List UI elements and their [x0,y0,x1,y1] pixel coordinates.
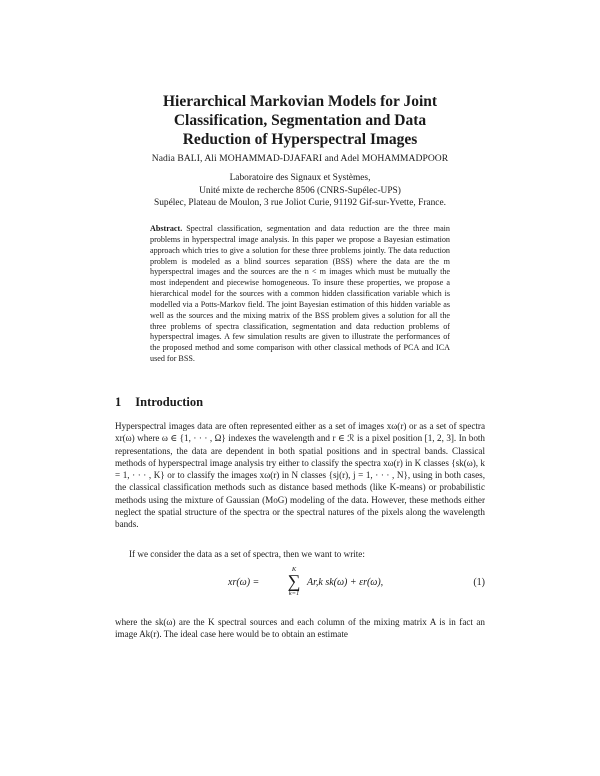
affiliation-line-1: Laboratoire des Signaux et Systèmes, [229,173,371,183]
section-number: 1 [115,395,122,409]
title-line-1: Hierarchical Markovian Models for Joint [162,93,438,110]
affiliation-line-2: Unité mixte de recherche 8506 (CNRS-Supélec-UPS) [199,185,401,196]
abstract-text: Spectral classification, segmentation and data reduction are the three main problems in hyperspectral image analysis. In this paper we propose a Bayesian estimation approach which tries to give a solution for these three problems jointly. The data reduction problem is modeled as a blind sources separation (BSS) where the data are the m hyperspectral images and the sources are the n < m images which must be mutually the most independent and piecewise homogeneous. To insure these properties, we propose a hierarchical model for the sources with a common hidden classification variable which is modelled via a Potts-Markov field. The joint Bayesian estimation of this hidden variable as well as the sources and the mixing matrix of the BSS problem gives a solution for all the three problems of spectra classification, segmentation and data reduction problems of hyperspectral images. A few simulation results are given to illustrate the performances of the proposed method and some comparison with other classical methods of PCA and ICA used for BSS. [150,224,450,364]
section-title: Introduction [135,395,204,409]
equation-1 [115,565,485,609]
sum-symbol: ∑ [287,571,301,591]
section-heading [115,395,203,410]
affiliation [60,172,540,210]
abstract-label: Abstract. [150,224,183,233]
affiliation-line-3: Supélec, Plateau de Moulon, 3 rue Joliot Curie, 91192 Gif-sur-Yvette, France. [154,198,446,208]
equation-number: (1) [473,577,485,588]
title-line-2: Classification, Segmentation and Data [173,112,427,129]
sum-lower-limit: k=1 [288,590,300,597]
title-line-3: Reduction of Hyperspectral Images [182,131,418,148]
equation-rhs: Ar,k sk(ω) + εr(ω), [307,577,384,588]
summation [286,567,302,597]
equation-lhs: xr(ω) = [228,577,260,588]
sum-upper-limit: K [291,566,297,573]
author-list: Nadia BALI, Ali MOHAMMAD-DJAFARI and Adel MOHAMMADPOOR [151,153,449,164]
abstract [150,224,450,365]
third-paragraph: where the sk(ω) are the K spectral sources and each column of the mixing matrix A is in fact an image Ak(r). The ideal case here would be to obtain an estimate [115,617,485,640]
second-paragraph: If we consider the data as a set of spectra, then we want to write: [129,549,365,559]
paper-title [100,92,500,149]
intro-paragraph: Hyperspectral images data are often represented either as a set of images xω(r) or as a set of spectra xr(ω) where ω ∈ {1, · · · , Ω} indexes the wavelength and r ∈ ℛ is a pixel position [1, 2, 3]. In both representations, the data are dependent in both spatial positions and in spectral bands. Classical methods of hyperspectral image analysis try either to classify the spectra xω(r) in K classes {sk(ω), k = 1, · · · , K} or to classify the images xω(r) in N classes {sj(r), j = 1, · · · , N}, using in both cases, the classical classification methods such as distance based methods (like K-means) or probabilistic methods using the mixture of Gaussian (MoG) modeling of the data. However, these methods either neglect the spatial structure of the spectra or the spectral natures of the pixels along the wavelength bands. [115,421,485,530]
